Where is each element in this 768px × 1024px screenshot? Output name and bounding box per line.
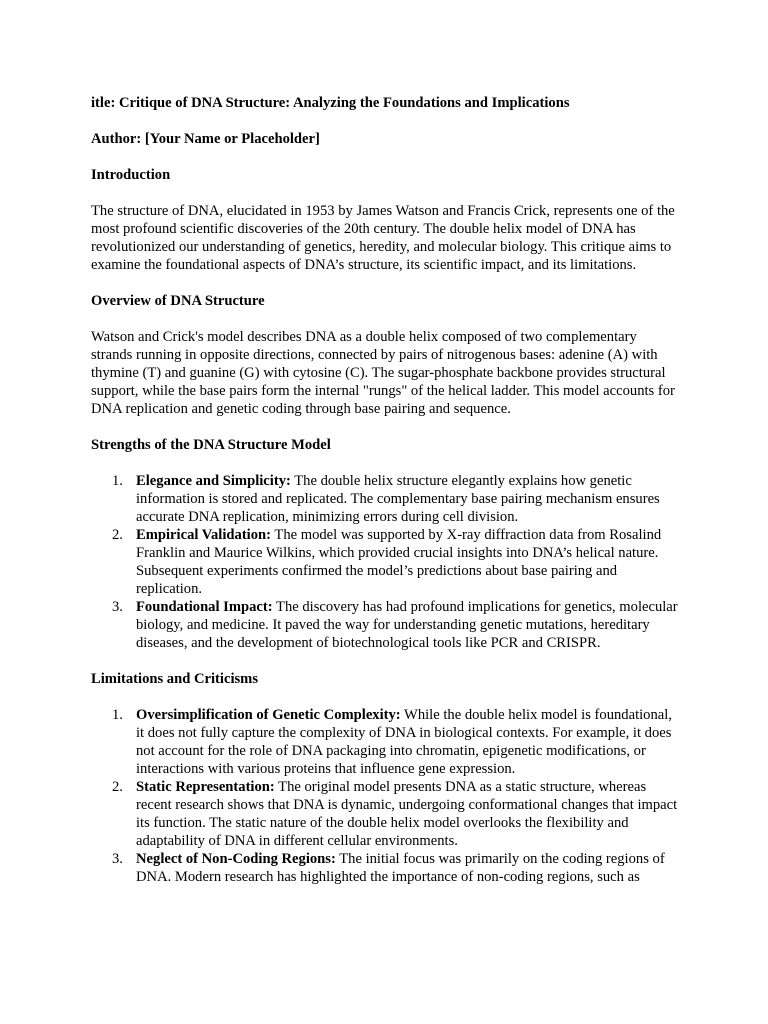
list-item-lead: Elegance and Simplicity:	[136, 473, 291, 489]
section-heading-overview: Overview of DNA Structure	[91, 293, 265, 309]
list-item	[91, 598, 678, 652]
section-heading-strengths: Strengths of the DNA Structure Model	[91, 437, 331, 453]
list-item	[91, 706, 678, 778]
list-item-number: 2.	[112, 779, 123, 795]
limitations-list	[91, 706, 678, 886]
list-item	[91, 778, 678, 850]
list-item-text: The model was supported by X-ray diffraction data from Rosalind Franklin and Maurice Wilkins, which provided crucial insights into DNA’s helical nature. Subsequent experiments confirmed the model’s predictions about base pairing and replication.	[136, 527, 662, 597]
document-author: Author: [Your Name or Placeholder]	[91, 131, 320, 147]
introduction-paragraph: The structure of DNA, elucidated in 1953 by James Watson and Francis Crick, represents one of the most profound scientific discoveries of the 20th century. The double helix model of DNA has revolutionized our understanding of genetics, heredity, and molecular biology. This critique aims to examine the foundational aspects of DNA’s structure, its scientific impact, and its limitations.	[91, 203, 675, 273]
section-heading-introduction: Introduction	[91, 167, 171, 183]
list-item-lead: Neglect of Non-Coding Regions:	[136, 851, 336, 867]
list-item-number: 3.	[112, 851, 123, 867]
strengths-list	[91, 472, 678, 652]
list-item	[91, 472, 678, 526]
overview-paragraph: Watson and Crick's model describes DNA as a double helix composed of two complementary strands running in opposite directions, connected by pairs of nitrogenous bases: adenine (A) with thymine (T) and guanine (G) with cytosine (C). The sugar-phosphate backbone provides structural support, while the base pairs form the internal "rungs" of the helical ladder. This model accounts for DNA replication and genetic coding through base pairing and sequence.	[91, 329, 675, 417]
list-item-lead: Empirical Validation:	[136, 527, 272, 543]
list-item-text: While the double helix model is foundational, it does not fully capture the complexity of DNA in biological contexts. For example, it does not account for the role of DNA packaging into chromatin, epigenetic modifications, or interactions with various proteins that influence gene expression.	[136, 707, 672, 777]
list-item-text: The original model presents DNA as a static structure, whereas recent research shows that DNA is dynamic, undergoing conformational changes that impact its function. The static nature of the double helix model overlooks the flexibility and adaptability of DNA in different cellular environments.	[136, 779, 678, 849]
list-item-text: The double helix structure elegantly explains how genetic information is stored and replicated. The complementary base pairing mechanism ensures accurate DNA replication, minimizing errors during cell division.	[136, 473, 660, 525]
list-item	[91, 526, 678, 598]
list-item-text: The initial focus was primarily on the coding regions of DNA. Modern research has highlighted the importance of non-coding regions, such as	[136, 851, 665, 885]
list-item-text: The discovery has had profound implications for genetics, molecular biology, and medicine. It paved the way for understanding genetic mutations, hereditary diseases, and the development of biotechnological tools like PCR and CRISPR.	[136, 599, 678, 651]
list-item-number: 1.	[112, 707, 123, 723]
list-item	[91, 850, 678, 886]
list-item-number: 1.	[112, 473, 123, 489]
list-item-number: 2.	[112, 527, 123, 543]
section-heading-limitations: Limitations and Criticisms	[91, 671, 259, 687]
list-item-lead: Oversimplification of Genetic Complexity:	[136, 707, 401, 723]
list-item-number: 3.	[112, 599, 123, 615]
document-title: itle: Critique of DNA Structure: Analyzing the Foundations and Implications	[91, 95, 570, 111]
list-item-lead: Static Representation:	[136, 779, 275, 795]
list-item-lead: Foundational Impact:	[136, 599, 273, 615]
